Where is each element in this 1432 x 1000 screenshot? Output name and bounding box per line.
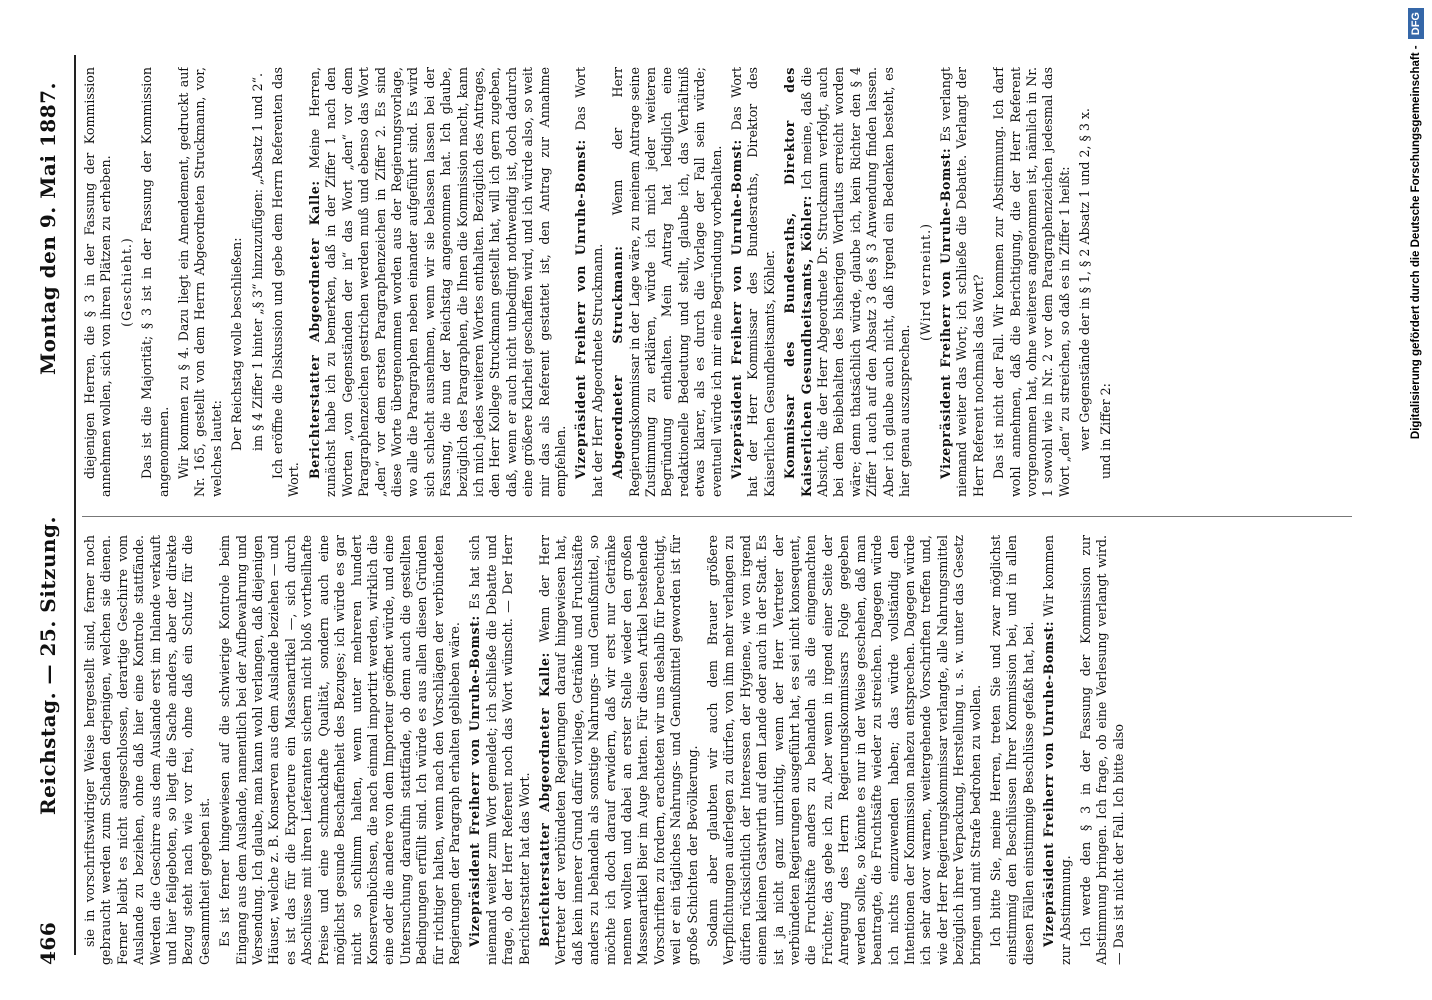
paragraph-text: Das Wort hat der Herr Abgeordnete Struckmann. — [573, 67, 605, 497]
session-date: Montag den 9. Mai 1887. — [36, 81, 60, 375]
paragraph — [988, 535, 1037, 965]
paragraph — [1098, 67, 1114, 497]
right-column — [82, 67, 1362, 497]
digitization-credit — [1402, 8, 1428, 992]
speaker-name: Abgeordneter Struckmann: — [610, 245, 626, 479]
paragraph-text: Das ist nicht der Fall. Wir kommen zur Abstimmung. Ich darf wohl annehmen, daß die Berichtigung, die der Herr Referent vorgenommen hat, ohne weiteres angenommen ist, nämlich in Nr. 1 sowohl wie in Nr. 2 vor dem Paragraphenzeichen jedesmal das Wort „den“ zu streichen, so daß es in Ziffer 1 heißt: — [991, 67, 1072, 497]
speaker-name: Vizepräsident Freiherr von Unruhe-Bomst: — [937, 147, 953, 479]
paragraph — [139, 67, 172, 497]
paragraph — [82, 535, 213, 965]
paragraph-text: Wenn der Herr Vertreter der verbündeten Regierungen darauf hingewiesen hat, daß kein innerer Grund dafür vorliege, Getränke und Fruchtsäfte anders zu behandeln als sonstige Nahrungs- und Genußmittel, so möchte ich doch darauf erwidern, daß wir erst nur Getränke nennen wollten und dabei an erster Stelle wieder den großen Massenartikel Bier im Auge hatten. Für diesen Artikel bestehende Vorschriften zu fordern, erachteten wir uns deshalb für berechtigt, weil er ein tägliches Nahrungs- und Genußmittel geworden ist für große Schichten der Bevölkerung. — [536, 535, 700, 965]
speaker-name: Vizepräsident Freiherr von Unruhe-Bomst: — [467, 615, 483, 947]
speaker-name: Vizepräsident Freiherr von Unruhe-Bomst: — [729, 139, 745, 479]
speaker-name: Kommissar des Bundesraths, Direktor des Kaiserlichen Gesundheitsamts, Köhler: — [782, 67, 814, 497]
paragraph-text: Wir kommen zu § 4. Dazu liegt ein Amendement, gedruckt auf Nr. 165, gestellt von dem Herrn Abgeordneten Struckmann, vor, welches lautet: — [176, 67, 224, 497]
paragraph — [1078, 535, 1127, 965]
header-rule — [74, 55, 76, 955]
column-divider — [82, 516, 1352, 517]
paragraph-text: Wenn der Herr Regierungskommissar in der Lage wäre, zu meinem Antrage seine Zustimmung zu erklären, würde ich mich jeder weiteren Begründung enthalten. Mein Antrag hat lediglich eine redaktionelle Bedeutung und stellt, glaube ich, das Verhältniß etwas klarer, als es durch die Vorlage der Fall sein würde; eventuell würde ich mir eine Begründung vorbehalten. — [610, 67, 724, 497]
credit-text: Digitalisierung gefördert durch die Deutsche Forschungsgemeinschaft - — [1410, 45, 1422, 440]
paragraph-text: Es verlangt niemand weiter das Wort; ich schließe die Debatte. Verlangt der Herr Referent nochmals das Wort? — [937, 67, 986, 497]
credit-line — [1406, 8, 1428, 992]
paragraph-text: Das ist die Majorität; § 3 ist in der Fassung der Kommission angenommen. — [139, 67, 171, 497]
paragraph-text: Sodann aber glaubten wir auch dem Brauer größere Verpflichtungen auferlegen zu dürfen, von ihm mehr verlangen zu dürfen rücksichtlich der Interessen der Hygiene, wie von irgend einem kleinen Gastwirth auf dem Lande oder auch in der Stadt. Es ist ja nicht ganz unrichtig, wenn der Herr Vertreter der verbündeten Regierungen ausgeführt hat, es sei nicht konsequent, die Fruchtsäfte anders zu behandeln als die eingemachten Früchte; das gebe ich zu. Aber wenn in irgend einer Seite der Anregung des Herrn Regierungskommissars Folge gegeben werden sollte, so könnte es nur in der Weise geschehen, daß man beantragte, die Fruchtsäfte wieder zu streichen. Dagegen würde ich nichts einzuwenden haben; das würde vollständig den Intentionen der Kommission nahezu entsprechen. Dagegen würde ich sehr davor warnen, weitergehende Vorschriften treffen und, wie der Herr Regierungskommissar verlangte, alle Nahrungsmittel bezüglich ihrer Verpackung, Herstellung u. s. w. unter das Gesetz bringen und mit Strafe bedrohen zu wollen. — [705, 535, 983, 965]
paragraph — [537, 535, 701, 965]
paragraph — [176, 67, 225, 497]
paragraph-text: Ich eröffne die Diskussion und gebe dem Herrn Referenten das Wort. — [270, 67, 302, 497]
paragraph-text: Wir kommen zur Abstimmung. — [1041, 535, 1073, 965]
paragraph — [573, 67, 606, 497]
speaker-name: Vizepräsident Freiherr von Unruhe-Bomst: — [573, 139, 589, 479]
paragraph-text: und in Ziffer 2: — [1097, 383, 1113, 479]
paragraph-text: Ich bitte Sie, meine Herren, treten Sie und zwar möglichst einstimmig den Beschlüssen Ihrer Kommission bei, und in allen diesen Fällen einstimmige Beschlüsse gefaßt hat, bei. — [987, 535, 1036, 965]
dfg-logo: DFG — [1408, 8, 1424, 39]
quoted-motion: im § 4 Ziffer 1 hinter „§ 3“ hinzuzufügen: „Absatz 1 und 2“. — [249, 72, 265, 451]
paragraph — [782, 67, 913, 497]
paragraph-text: Das Wort hat der Herr Kommissar des Bundesraths, Direktor des Kaiserlichen Gesundheitsamts, Köhler. — [729, 67, 777, 497]
paragraph-text: diejenigen Herren, die § 3 in der Fassung der Kommission annehmen wollen, sich von ihren Plätzen zu erheben. — [82, 67, 114, 497]
paragraph-text: Es hat sich niemand weiter zum Wort gemeldet; ich schließe die Debatte und frage, ob der Herr Referent noch das Wort wünscht. — Der Herr Berichterstatter hat das Wort. — [467, 535, 532, 965]
stage-direction: (Wird verneint.) — [917, 222, 933, 342]
paragraph — [270, 67, 303, 497]
paragraph — [938, 67, 987, 497]
speaker-name: Berichterstatter Abgeordneter Kalle: — [306, 180, 322, 479]
session-title: Reichstag. — 25. Sitzung. — [36, 516, 60, 815]
paragraph — [467, 535, 533, 965]
speaker-name: Berichterstatter Abgeordneter Kalle: — [536, 652, 552, 947]
stage-direction: (Geschieht.) — [118, 237, 134, 327]
speaker-name: Vizepräsident Freiherr von Unruhe-Bomst: — [1041, 620, 1057, 947]
quoted-motion: wer Gegenstände der in § 1, § 2 Absatz 1 und 2, § 3 x. — [1077, 108, 1093, 451]
paragraph — [82, 67, 115, 497]
rotated-document-page — [22, 25, 1382, 985]
running-head — [28, 45, 68, 965]
page-number: 466 — [36, 921, 60, 965]
paragraph — [991, 67, 1073, 497]
paragraph — [1041, 535, 1074, 965]
paragraph-text: Es ist ferner hingewiesen auf die schwierige Kontrole beim Eingang aus dem Auslande, namentlich bei der Aufbewahrung und Versendung. Ich glaube, man kann wohl verlangen, daß diejenigen Häuser, welche z. B. Konserven aus dem Auslande beziehen — und es ist das für die Exporteure ein Massenartikel —, sich durch Abschlüsse mit ihren Lieferanten sichern nicht bloß vortheilhafte Preise und eine schmackhafte Qualität, sondern auch eine möglichst gesunde Beschaffenheit des Bezuges; ich würde es gar nicht so schlimm halten, wenn unter mehreren hundert Konservenbüchsen, die nach einmal importirt werden, wirklich die eine oder die andere von dem Importeur geöffnet würde, und eine Untersuchung daraufhin stattfände, ob denn auch die gestellten Bedingungen erfüllt sind. Ich würde es aus allen diesen Gründen für richtiger halten, wenn nach den Vorschlägen der verbündeten Regierungen der Paragraph erhalten geblieben wäre. — [217, 535, 462, 965]
paragraph-text: Ich werde den § 3 in der Fassung der Kommission zur Abstimmung bringen. Ich frage, ob eine Verlesung verlangt wird. — Das ist nicht der Fall. Ich bitte also — [1077, 535, 1126, 965]
left-column — [82, 535, 1362, 965]
quoted-motion: Der Reichstag wolle beschließen: — [229, 237, 245, 451]
paragraph-text: Meine Herren, zunächst habe ich zu bemerken, daß in der Ziffer 1 nach den Worten „von Gegenständen der in“ das Wort „den“ vor dem Paragraphenzeichen gestrichen werden muß und ebenso das Wort „den“ vor dem ersten Paragraphenzeichen in Ziffer 2. Es sind diese Worte übergenommen worden aus der Regierungsvorlage, wo alle die Paragraphen neben einander aufgeführt sind. Es wird sich schlecht ausnehmen, wenn wir sie belassen lassen bei der Fassung, die nun der Reichstag angenommen hat. Ich glaube, bezüglich des Paragraphen, die Ihnen die Kommission macht, kann ich mich jedes weiteren Wortes enthalten. Bezüglich des Antrages, den Herr Kollege Struckmann gestellt hat, will ich gern zugeben, daß, wenn er auch nicht unbedingt nothwendig ist, doch dadurch eine größere Klarheit geschaffen wird, und ich würde also, so weit mir das als Referent gestattet ist, den Antrag zur Annahme empfehlen. — [306, 67, 568, 497]
paragraph — [307, 67, 570, 497]
paragraph-text: Ich meine, daß die Absicht, die der Herr Abgeordnete Dr. Struckmann verfolgt, auch bei dem Beibehalten des bisherigen Wortlauts erreicht worden wäre; denn thatsächlich würde, glaube ich, kein Richter den § 4 Ziffer 1 auch auf den Absatz 3 des § 3 Anwendung finden lassen. Aber ich glaube auch nicht, daß irgend ein Bedenken besteht, es hier genau auszusprechen. — [798, 67, 913, 497]
paragraph — [729, 67, 778, 497]
paragraph — [217, 535, 463, 965]
paragraph — [610, 67, 725, 497]
paragraph-text: sie in vorschriftswidriger Weise hergestellt sind, ferner noch gebraucht werden zum Schaden derjenigen, welchen sie dienen. Ferner bleibt es nicht ausgeschlossen, derartige Geschirre vom Auslande zu beziehen, ohne daß hier eine Kontrole stattfände. Werden die Geschirre aus dem Auslande erst im Inlande verkauft und hier feilgeboten, so liegt die Sache anders, aber der direkte Bezug steht nach wie vor frei, ohne daß ein Schutz für die Gesammtheit gegeben ist. — [82, 535, 212, 965]
paragraph — [705, 535, 984, 965]
